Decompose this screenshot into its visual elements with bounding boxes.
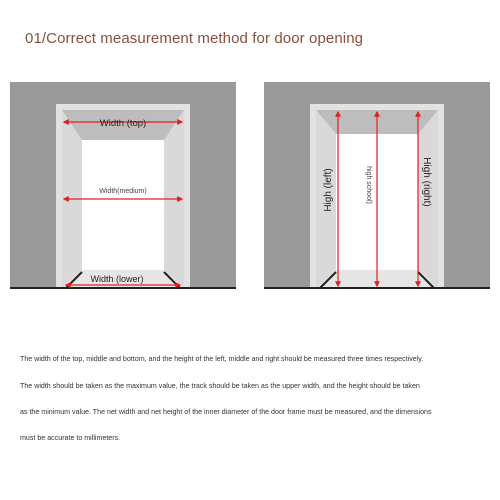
- width-medium-label: Width(medium): [99, 188, 147, 195]
- width-lower-label: Width (lower): [90, 274, 144, 284]
- caption-line-4: must be accurate to millimeters.: [20, 434, 121, 442]
- caption-line-3: as the minimum value. The net width and net height of the inner diameter of the door frame must be measured, and the dimensions: [20, 408, 432, 416]
- width-measurement-diagram: [10, 82, 236, 292]
- height-right-label: High (right): [421, 157, 432, 207]
- height-measurement-diagram: [264, 82, 490, 292]
- width-top-label: Width (top): [99, 118, 147, 129]
- height-middle-label: high school): [365, 166, 372, 204]
- caption-line-2: The width should be taken as the maximum value, the track should be taken as the upper width, and the height should be taken: [20, 382, 420, 390]
- height-left-label: High (left): [323, 168, 334, 212]
- page-title: 01/Correct measurement method for door opening: [25, 30, 364, 47]
- door-opening: [82, 140, 164, 270]
- caption-line-1: The width of the top, middle and bottom, and the height of the left, middle and right should be measured three times respectively.: [20, 355, 424, 363]
